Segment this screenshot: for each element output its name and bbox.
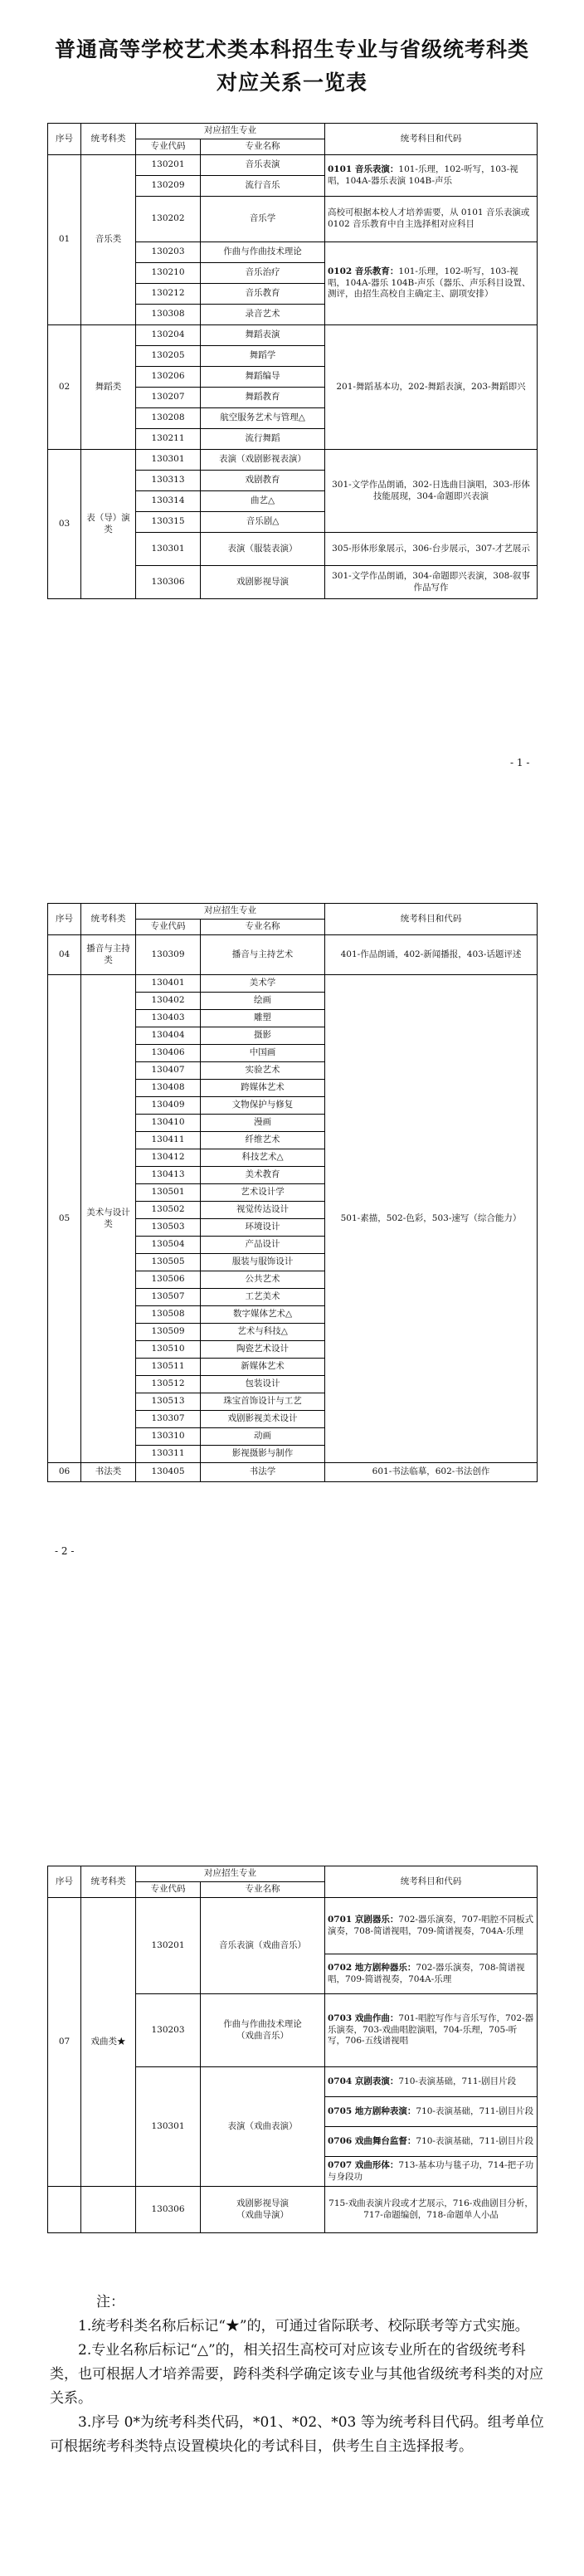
- subject-text: 702-器乐演奏，707-唱腔不同板式演奏，708-简谱视唱，709-简谱视奏，704A-乐理: [328, 1914, 534, 1936]
- major-name-cell: 表演（戏剧影视表演）: [201, 450, 325, 471]
- code-cell: 130202: [136, 197, 201, 242]
- subject-cell: 601-书法临摹，602-书法创作: [325, 1463, 538, 1482]
- major-name-cell: 录音艺术: [201, 305, 325, 325]
- code-cell: 130412: [136, 1149, 201, 1167]
- major-name-cell: 舞蹈编导: [201, 367, 325, 388]
- seq-cell: 04: [48, 935, 81, 975]
- code-cell: 130513: [136, 1393, 201, 1411]
- subject-text: 702-器乐演奏，708-简谱视唱，709-简谱视奏，704A-乐理: [328, 1962, 525, 1984]
- subject-cell: 501-素描，502-色彩，503-速写（综合能力）: [325, 975, 538, 1463]
- header-subjects: 统考科目和代码: [325, 124, 538, 155]
- major-name-cell: 艺术设计学: [201, 1184, 325, 1202]
- category-cell: 播音与主持类: [81, 935, 136, 975]
- seq-cell: 05: [48, 975, 81, 1463]
- major-name-cell: 科技艺术△: [201, 1149, 325, 1167]
- notes: [50, 2291, 548, 2459]
- code-cell: 130306: [136, 566, 201, 599]
- major-name-cell: 音乐表演（戏曲音乐）: [201, 1898, 325, 1994]
- major-name-cell: 音乐教育: [201, 284, 325, 305]
- major-name-cell: 戏剧影视美术设计: [201, 1411, 325, 1428]
- major-name-cell: 艺术与科技△: [201, 1324, 325, 1341]
- major-name-cell: 舞蹈教育: [201, 388, 325, 408]
- major-name-cell: 视觉传达设计: [201, 1202, 325, 1219]
- category-cell: 表（导）演类: [81, 450, 136, 599]
- code-cell: 130301: [136, 450, 201, 471]
- major-name-cell: 纤维艺术: [201, 1132, 325, 1149]
- code-cell: 130309: [136, 935, 201, 975]
- seq-cell: 06: [48, 1463, 81, 1482]
- code-cell: 130308: [136, 305, 201, 325]
- code-cell: 130310: [136, 1428, 201, 1446]
- major-name-cell: 戏剧影视导演: [201, 566, 325, 599]
- code-cell: 130410: [136, 1115, 201, 1132]
- major-name-line: 作曲与作曲技术理论: [223, 2018, 302, 2029]
- code-cell: 130508: [136, 1306, 201, 1324]
- major-name-cell: 环境设计: [201, 1219, 325, 1237]
- subject-cell: 301-文学作品朗诵，304-命题即兴表演，308-叙事作品写作: [325, 566, 538, 599]
- major-name-cell: 影视摄影与制作: [201, 1446, 325, 1463]
- major-name-line: 戏剧影视导演: [236, 2198, 289, 2208]
- page-number: - 1 -: [510, 757, 530, 768]
- subject-cell: 高校可根据本校人才培养需要，从 0101 音乐表演或 0102 音乐教育中自主选择相对应科目: [325, 197, 538, 242]
- header-category: 统考科类: [81, 1866, 136, 1898]
- notes-heading: 注：: [96, 2294, 124, 2310]
- subject-label: 0703 戏曲作曲：: [328, 2013, 399, 2024]
- category-cell: 戏曲类★: [81, 1898, 136, 2187]
- header-major-group: 对应招生专业: [136, 124, 325, 139]
- subject-text: 101-乐理，102-听写，103-视唱，104A-器乐 104B-声乐（器乐、声乐科目设置、测评，由招生高校自主确定主、副项安排）: [328, 266, 531, 300]
- subject-cell: 715-戏曲表演片段或才艺展示，716-戏曲剧目分析，717-命题编创，718-命题单人小品: [325, 2187, 538, 2233]
- major-name-cell: 音乐学: [201, 197, 325, 242]
- page-number: - 2 -: [55, 1545, 75, 1557]
- code-cell: 130210: [136, 263, 201, 284]
- code-cell: 130511: [136, 1359, 201, 1376]
- major-name-cell: 航空服务艺术与管理△: [201, 408, 325, 429]
- code-cell: 130314: [136, 491, 201, 512]
- header-seq: 序号: [48, 1866, 81, 1898]
- category-cell: [81, 2187, 136, 2233]
- code-cell: 130206: [136, 367, 201, 388]
- subject-cell: [325, 1994, 538, 2067]
- code-cell: 130411: [136, 1132, 201, 1149]
- major-name-cell: 舞蹈表演: [201, 325, 325, 346]
- code-cell: 130208: [136, 408, 201, 429]
- seq-cell: 07: [48, 1898, 81, 2187]
- major-name-cell: 音乐表演: [201, 155, 325, 176]
- major-name-cell: 服装与服饰设计: [201, 1254, 325, 1271]
- major-name-line: （戏曲导演）: [236, 2209, 289, 2220]
- note-item: 3.序号 0*为统考科类代码，*01、*02、*03 等为统考科目代码。组考单位可根据统考科类特点设置模块化的考试科目，供考生自主选择报考。: [50, 2414, 544, 2455]
- subject-cell: [325, 242, 538, 325]
- code-cell: 130315: [136, 512, 201, 533]
- major-name-cell: 动画: [201, 1428, 325, 1446]
- header-seq: 序号: [48, 124, 81, 155]
- code-cell: 130301: [136, 533, 201, 566]
- major-name-cell: 表演（服装表演）: [201, 533, 325, 566]
- code-cell: 130204: [136, 325, 201, 346]
- code-cell: 130404: [136, 1027, 201, 1045]
- seq-cell: 02: [48, 325, 81, 450]
- code-cell: 130401: [136, 975, 201, 993]
- subject-cell: [325, 155, 538, 197]
- subject-cell: [325, 2097, 538, 2127]
- major-name-cell: 文物保护与修复: [201, 1097, 325, 1115]
- header-major-group: 对应招生专业: [136, 904, 325, 920]
- major-name-cell: 公共艺术: [201, 1271, 325, 1289]
- major-name-cell: 舞蹈学: [201, 346, 325, 367]
- code-cell: 130505: [136, 1254, 201, 1271]
- subject-text: 701-唱腔写作与音乐写作，702-器乐演奏，703-戏曲唱腔演唱，704-乐理，705-听写，706-五线谱视唱: [328, 2013, 534, 2047]
- subject-text: 710-表演基础，711-剧目片段: [398, 2076, 517, 2086]
- code-cell: 130506: [136, 1271, 201, 1289]
- table-page-3: [47, 1866, 538, 2233]
- major-name-cell: 漫画: [201, 1115, 325, 1132]
- code-cell: 130504: [136, 1237, 201, 1254]
- subject-text: 710-表演基础，711-剧目片段: [416, 2135, 534, 2146]
- major-name-cell: 美术教育: [201, 1167, 325, 1184]
- header-name: 专业名称: [201, 1882, 325, 1898]
- category-cell: 书法类: [81, 1463, 136, 1482]
- code-cell: 130413: [136, 1167, 201, 1184]
- major-name-cell: 书法学: [201, 1463, 325, 1482]
- category-cell: 美术与设计类: [81, 975, 136, 1463]
- subject-label: 0705 地方剧种表演：: [328, 2105, 416, 2116]
- header-category: 统考科类: [81, 124, 136, 155]
- major-name-line: （戏曲音乐）: [236, 2030, 289, 2041]
- subject-label: 0101 音乐表演：: [328, 163, 399, 174]
- code-cell: 130311: [136, 1446, 201, 1463]
- subject-label: 0707 戏曲形体：: [328, 2159, 399, 2170]
- category-cell: 舞蹈类: [81, 325, 136, 450]
- major-name-cell: 雕塑: [201, 1010, 325, 1027]
- major-name-cell: [201, 2187, 325, 2233]
- header-name: 专业名称: [201, 920, 325, 935]
- code-cell: 130407: [136, 1062, 201, 1080]
- code-cell: 130403: [136, 1010, 201, 1027]
- header-category: 统考科类: [81, 904, 136, 935]
- seq-cell: 03: [48, 450, 81, 599]
- code-cell: 130509: [136, 1324, 201, 1341]
- major-name-cell: 工艺美术: [201, 1289, 325, 1306]
- subject-label: 0704 京剧表演：: [328, 2076, 399, 2086]
- major-name-cell: 曲艺△: [201, 491, 325, 512]
- code-cell: 130203: [136, 1994, 201, 2067]
- table-page-2: [47, 903, 538, 1482]
- code-cell: 130512: [136, 1376, 201, 1393]
- major-name-cell: 流行音乐: [201, 176, 325, 197]
- header-seq: 序号: [48, 904, 81, 935]
- category-cell: 音乐类: [81, 155, 136, 325]
- page-title: 普通高等学校艺术类本科招生专业与省级统考科类: [54, 37, 529, 61]
- major-name-cell: 播音与主持艺术: [201, 935, 325, 975]
- code-cell: 130313: [136, 471, 201, 491]
- code-cell: 130408: [136, 1080, 201, 1097]
- major-name-cell: 数字媒体艺术△: [201, 1306, 325, 1324]
- code-cell: 130201: [136, 155, 201, 176]
- code-cell: 130507: [136, 1289, 201, 1306]
- subject-cell: [325, 2157, 538, 2187]
- major-name-cell: 音乐剧△: [201, 512, 325, 533]
- subject-cell: [325, 1954, 538, 1994]
- subject-text: 710-表演基础，711-剧目片段: [416, 2105, 534, 2116]
- major-name-cell: 戏剧教育: [201, 471, 325, 491]
- seq-cell: 01: [48, 155, 81, 325]
- code-cell: 130503: [136, 1219, 201, 1237]
- code-cell: 130209: [136, 176, 201, 197]
- subject-label: 0701 京剧器乐：: [328, 1914, 399, 1925]
- header-subjects: 统考科目和代码: [325, 904, 538, 935]
- header-major-group: 对应招生专业: [136, 1866, 325, 1882]
- code-cell: 130406: [136, 1045, 201, 1062]
- major-name-cell: 绘画: [201, 993, 325, 1010]
- major-name-cell: 跨媒体艺术: [201, 1080, 325, 1097]
- code-cell: 130405: [136, 1463, 201, 1482]
- subject-cell: [325, 1898, 538, 1954]
- note-item: 1.统考科类名称后标记“★”的，可通过省际联考、校际联考等方式实施。: [78, 2318, 529, 2334]
- subject-label: 0702 地方剧种器乐：: [328, 1962, 416, 1973]
- subject-text: 101-乐理，102-听写，103-视唱，104A-器乐表演 104B-声乐: [328, 163, 518, 186]
- major-name-cell: 作曲与作曲技术理论: [201, 242, 325, 263]
- header-code: 专业代码: [136, 1882, 201, 1898]
- subject-cell: [325, 2127, 538, 2157]
- subject-cell: 401-作品朗诵，402-新闻播报，403-话题评述: [325, 935, 538, 975]
- major-name-cell: 中国画: [201, 1045, 325, 1062]
- code-cell: 130307: [136, 1411, 201, 1428]
- code-cell: 130212: [136, 284, 201, 305]
- header-subjects: 统考科目和代码: [325, 1866, 538, 1898]
- header-code: 专业代码: [136, 920, 201, 935]
- code-cell: 130203: [136, 242, 201, 263]
- major-name-cell: 表演（戏曲表演）: [201, 2067, 325, 2187]
- code-cell: 130409: [136, 1097, 201, 1115]
- major-name-cell: 产品设计: [201, 1237, 325, 1254]
- code-cell: 130510: [136, 1341, 201, 1359]
- major-name-cell: 包装设计: [201, 1376, 325, 1393]
- code-cell: 130207: [136, 388, 201, 408]
- code-cell: 130211: [136, 429, 201, 450]
- subject-cell: [325, 2067, 538, 2097]
- subject-cell: 305-形体形象展示，306-台步展示，307-才艺展示: [325, 533, 538, 566]
- header-name: 专业名称: [201, 139, 325, 155]
- code-cell: 130201: [136, 1898, 201, 1994]
- code-cell: 130502: [136, 1202, 201, 1219]
- subject-text: 713-基本功与毯子功，714-把子功与身段功: [328, 2159, 534, 2182]
- subject-label: 0102 音乐教育：: [328, 266, 399, 277]
- major-name-cell: [201, 1994, 325, 2067]
- subject-cell: 201-舞蹈基本功，202-舞蹈表演，203-舞蹈即兴: [325, 325, 538, 450]
- major-name-cell: 摄影: [201, 1027, 325, 1045]
- major-name-cell: 珠宝首饰设计与工艺: [201, 1393, 325, 1411]
- note-item: 2.专业名称后标记“△”的，相关招生高校可对应该专业所在的省级统考科类，也可根据人才培养需要，跨科类科学确定该专业与其他省级统考科类的对应关系。: [50, 2342, 543, 2407]
- major-name-cell: 新媒体艺术: [201, 1359, 325, 1376]
- code-cell: 130301: [136, 2067, 201, 2187]
- major-name-cell: 陶瓷艺术设计: [201, 1341, 325, 1359]
- major-name-cell: 实验艺术: [201, 1062, 325, 1080]
- header-code: 专业代码: [136, 139, 201, 155]
- code-cell: 130205: [136, 346, 201, 367]
- code-cell: 130402: [136, 993, 201, 1010]
- major-name-cell: 音乐治疗: [201, 263, 325, 284]
- table-page-1: [47, 123, 538, 599]
- page-subtitle: 对应关系一览表: [216, 71, 367, 95]
- subject-cell: 301-文学作品朗诵，302-日选曲目演唱，303-形体技能展现，304-命题即兴表演: [325, 450, 538, 533]
- seq-cell: [48, 2187, 81, 2233]
- code-cell: 130306: [136, 2187, 201, 2233]
- major-name-cell: 美术学: [201, 975, 325, 993]
- major-name-cell: 流行舞蹈: [201, 429, 325, 450]
- subject-label: 0706 戏曲舞台监督：: [328, 2135, 416, 2146]
- code-cell: 130501: [136, 1184, 201, 1202]
